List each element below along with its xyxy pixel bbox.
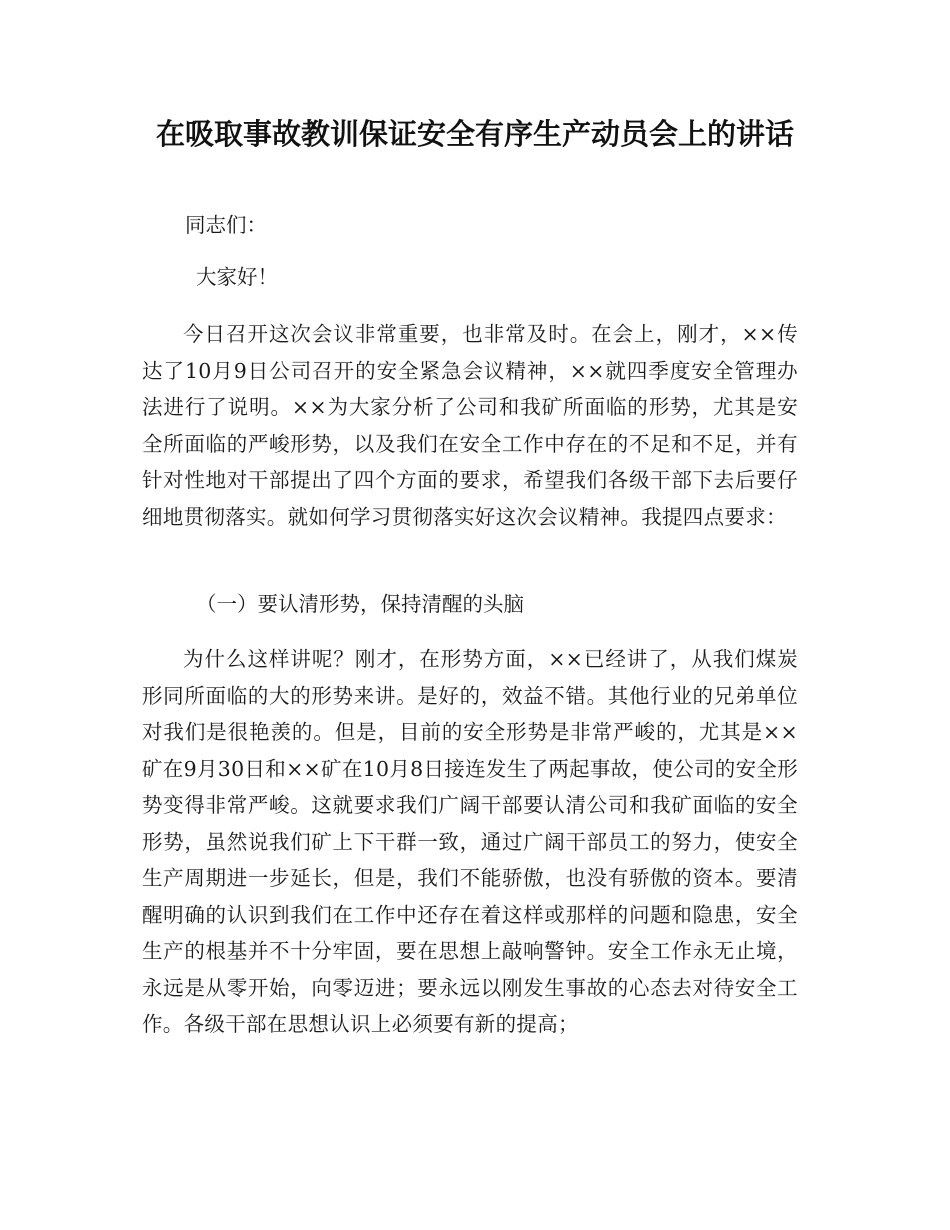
document-title: 在吸取事故教训保证安全有序生产动员会上的讲话 [155, 117, 794, 151]
body-paragraph-2: 为什么这样讲呢？刚才，在形势方面，××已经讲了，从我们煤炭形同所面临的大的形势来讲。是好的，效益不错。其他行业的兄弟单位对我们是很艳羡的。但是，目前的安全形势是非常严峻的，尤其是××矿在9月30日和××矿在10月8日接连发生了两起事故，使公司的安全形势变得非常严峻。这就要求我们广阔干部要认清公司和我矿面临的安全形势，虽然说我们矿上下干群一致，通过广阔干部员工的努力，使安全生产周期进一步延长，但是，我们不能骄傲，也没有骄傲的资本。要清醒明确的认识到我们在工作中还存在着这样或那样的问题和隐患，安全生产的根基并不十分牢固，要在思想上敲响警钟。安全工作永无止境，永远是从零开始，向零迈进；要永远以刚发生事故的心态去对待安全工作。各级干部在思想认识上必须要有新的提高； [142, 647, 798, 1036]
section-heading-1: （一）要认清形势，保持清醒的头脑 [196, 592, 524, 616]
salutation: 同志们： [185, 213, 267, 237]
body-paragraph-1: 今日召开这次会议非常重要，也非常及时。在会上，刚才，××传达了10月9日公司召开的安全紧急会议精神，××就四季度安全管理办法进行了说明。××为大家分析了公司和我矿所面临的形势，尤其是安全所面临的严峻形势，以及我们在安全工作中存在的不足和不足，并有针对性地对干部提出了四个方面的要求，希望我们各级干部下去后要仔细地贯彻落实。就如何学习贯彻落实好这次会议精神。我提四点要求： [142, 322, 798, 529]
greeting: 大家好！ [196, 265, 278, 289]
